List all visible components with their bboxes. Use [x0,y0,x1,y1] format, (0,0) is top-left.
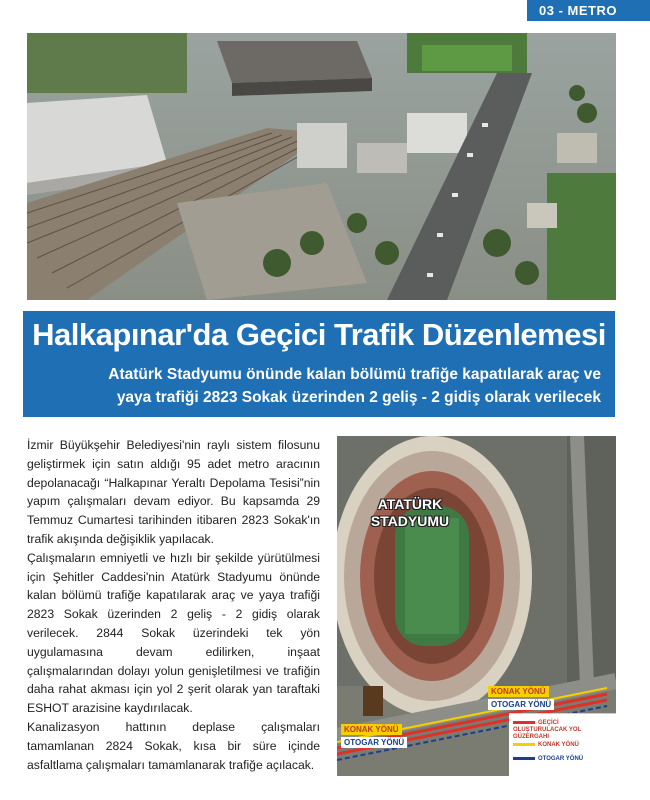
section-tab: 03 - METRO [527,0,650,21]
article-headline: Halkapınar'da Geçici Trafik Düzenlemesi [32,317,606,352]
paragraph: İzmir Büyükşehir Belediyesi'nin raylı sistem filosunu geliştirmek için satın aldığı 95 adet metro aracının depolanacağı “Halkapınar Yeraltı Depolama Tesisi”nin yapım çalışmaları devam ediyor. Bu kapsamda 29 Temmuz Cumartesi tarihinden itibaren 2823 Sokak'ın trafik akışında değişiklik yapılacak. [27,438,320,546]
article-deck [31,363,601,409]
legend-item [513,756,613,768]
otogar-direction-tag: OTOGAR YÖNÜ [341,737,407,748]
legend-label: GEÇİCİ OLUŞTURULACAK YOL GÜZERGAHI [513,720,582,740]
legend-label: KONAK YÖNÜ [538,742,579,748]
legend-item [513,742,613,754]
legend-label: OTOGAR YÖNÜ [538,756,584,762]
konak-direction-tag: KONAK YÖNÜ [341,724,402,735]
deck-line-2: yaya trafiği 2823 Sokak üzerinden 2 geliş - 2 gidiş olarak verilecek [116,389,601,406]
legend-swatch-yellow [513,743,535,746]
otogar-direction-tag: OTOGAR YÖNÜ [488,699,554,710]
legend-swatch-blue [513,757,535,760]
paragraph: Çalışmaların emniyetli ve hızlı bir şekilde yürütülmesi için Şehitler Caddesi'nin Atatürk Stadyumu önünde kalan bölümü trafiğe kapatılarak araç ve yaya trafiği 2823 Sokak üzerinden 2 geliş - 2 gidiş olarak verilecek. 2844 Sokak üzerindeki tek yön uygulamasına devam edilirken, inşaat çalışmalarından dolayı yolun genişletilmesi ve trafiğin daha rahat akması için yol 2 şerit olarak yan taraftaki ESHOT arazisine kaydırılacak. [27,550,320,716]
map-legend [509,713,616,777]
headline-box [23,311,615,417]
stadium-label-line2: STADYUMU [370,513,450,529]
paragraph: Kanalizasyon hattının deplase çalışmaları tamamlanan 2824 Sokak, kısa bir süre içinde asfaltlama çalışmaları tamamlanarak trafiğe açılacak. [27,719,320,772]
konak-direction-tag: KONAK YÖNÜ [488,686,549,697]
aerial-photo [27,33,616,300]
article-body [27,436,320,774]
stadium-label-line1: ATATÜRK [377,496,443,512]
legend-item [513,720,613,740]
legend-swatch-red [513,721,535,724]
stadium-label [365,496,455,530]
deck-line-1: Atatürk Stadyumu önünde kalan bölümü trafiğe kapatılarak araç ve [108,366,601,383]
